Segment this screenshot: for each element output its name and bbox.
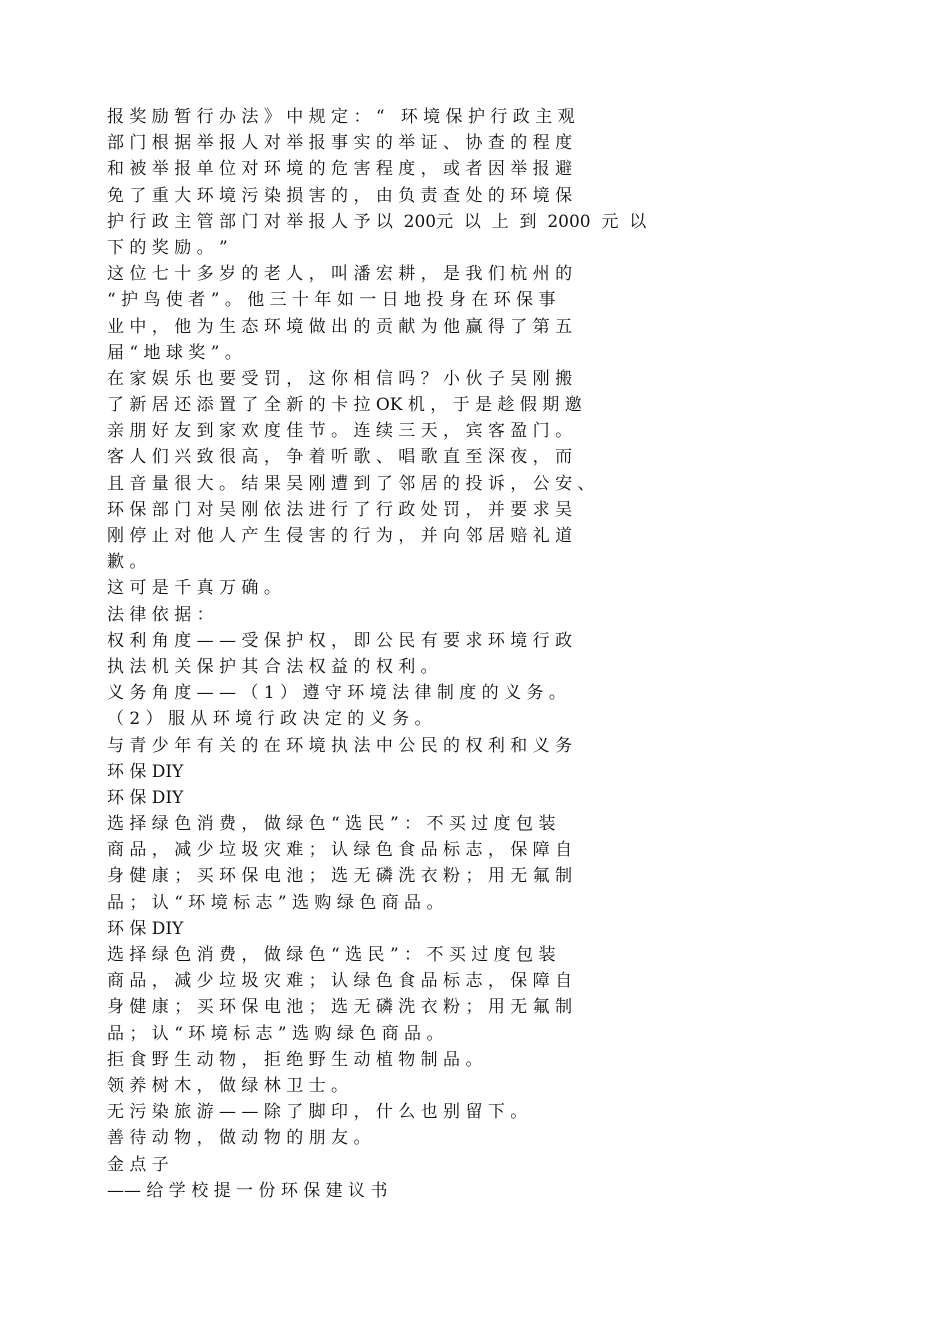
text-line: 选 择 绿 色 消 费 ， 做 绿 色 “ 选 民 ” ： 不 买 过 度 包 装 xyxy=(107,945,556,965)
text-line: 品 ； 认 “ 环 境 标 志 ” 选 购 绿 色 商 品 。 xyxy=(107,1023,444,1044)
text-line: 身 健 康 ； 买 环 保 电 池 ； 选 无 磷 洗 衣 粉 ； 用 无 氟 制 xyxy=(107,997,573,1018)
text-line: 权 利 角 度 — — 受 保 护 权 ， 即 公 民 有 要 求 环 境 行 政 xyxy=(107,630,573,651)
text-line: 免 了 重 大 环 境 污 染 损 害 的 ， 由 负 责 查 处 的 环 境 保 xyxy=(107,185,573,206)
text-line: （ 2 ） 服 从 环 境 行 政 决 定 的 义 务 。 xyxy=(107,709,432,730)
text-line: 环 保 DIY xyxy=(107,787,184,808)
text-line: 客 人 们 兴 致 很 高 ， 争 着 听 歌 、 唱 歌 直 至 深 夜 ， 而 xyxy=(107,447,573,468)
text-line: 下 的 奖 励 。 ” xyxy=(107,237,228,258)
text-line: 和 被 举 报 单 位 对 环 境 的 危 害 程 度 ， 或 者 因 举 报 避 xyxy=(107,159,573,180)
text-line: 环 保 DIY xyxy=(107,761,184,782)
text-line: 环 保 部 门 对 吴 刚 依 法 进 行 了 行 政 处 罚 ， 并 要 求 吴 xyxy=(107,499,573,520)
text-line: 亲 朋 好 友 到 家 欢 度 佳 节 。 连 续 三 天 ， 宾 客 盈 门 。 xyxy=(107,421,573,442)
text-line: 刚 停 止 对 他 人 产 生 侵 害 的 行 为 ， 并 向 邻 居 赔 礼 道 xyxy=(107,526,573,546)
text-line: “ 护 鸟 使 者 ” 。 他 三 十 年 如 一 日 地 投 身 在 环 保 事 xyxy=(107,290,556,311)
text-line: 义 务 角 度 — — （ 1 ） 遵 守 环 境 法 律 制 度 的 义 务 。 xyxy=(107,683,566,704)
text-line: 报 奖 励 暂 行 办 法 》 中 规 定 ： “ 环 境 保 护 行 政 主 观 xyxy=(107,107,575,127)
text-line: 领 养 树 木 ， 做 绿 林 卫 士 。 xyxy=(107,1075,349,1096)
text-line: 业 中 ， 他 为 生 态 环 境 做 出 的 贡 献 为 他 赢 得 了 第 五 xyxy=(107,316,573,337)
text-line: 且 音 量 很 大 。 结 果 吴 刚 遭 到 了 邻 居 的 投 诉 ， 公 安 、 xyxy=(107,473,595,494)
text-line: 环 保 DIY xyxy=(107,918,184,939)
text-line: 这 可 是 千 真 万 确 。 xyxy=(107,578,281,599)
text-line: —— 给 学 校 提 一 份 环 保 建 议 书 xyxy=(107,1180,388,1201)
text-line: 法 律 依 据 ： xyxy=(107,604,214,625)
text-line: 歉 。 xyxy=(107,552,147,573)
document-body xyxy=(107,104,842,1204)
text-line: 护 行 政 主 管 部 门 对 举 报 人 予 以 200元 以 上 到 2000 元 以 xyxy=(107,211,647,232)
text-line: 善 待 动 物 ， 做 动 物 的 朋 友 。 xyxy=(107,1128,371,1149)
text-line: 届 “ 地 球 奖 ” 。 xyxy=(107,342,242,363)
text-line: 部 门 根 据 举 报 人 对 举 报 事 实 的 举 证 、 协 查 的 程 度 xyxy=(107,133,573,154)
text-line: 金 点 子 xyxy=(107,1154,169,1175)
text-line: 拒 食 野 生 动 物 ， 拒 绝 野 生 动 植 物 制 品 。 xyxy=(107,1049,483,1070)
text-line: 了 新 居 还 添 置 了 全 新 的 卡 拉 OK 机 ， 于 是 趁 假 期 邀 xyxy=(107,395,582,416)
text-line: 商 品 ， 减 少 垃 圾 灾 难 ； 认 绿 色 食 品 标 志 ， 保 障 自 xyxy=(107,971,573,992)
text-line: 无 污 染 旅 游 — — 除 了 脚 印 ， 什 么 也 别 留 下 。 xyxy=(107,1102,528,1123)
text-line: 选 择 绿 色 消 费 ， 做 绿 色 “ 选 民 ” ： 不 买 过 度 包 装 xyxy=(107,814,556,835)
text-line: 在 家 娱 乐 也 要 受 罚 ， 这 你 相 信 吗 ？ 小 伙 子 吴 刚 搬 xyxy=(107,368,573,389)
text-line: 这 位 七 十 多 岁 的 老 人 ， 叫 潘 宏 耕 ， 是 我 们 杭 州 的 xyxy=(107,264,573,285)
text-line: 执 法 机 关 保 护 其 合 法 权 益 的 权 利 。 xyxy=(107,656,438,677)
text-line: 品 ； 认 “ 环 境 标 志 ” 选 购 绿 色 商 品 。 xyxy=(107,892,444,913)
text-line: 商 品 ， 减 少 垃 圾 灾 难 ； 认 绿 色 食 品 标 志 ， 保 障 自 xyxy=(107,840,573,861)
text-line: 身 健 康 ； 买 环 保 电 池 ； 选 无 磷 洗 衣 粉 ； 用 无 氟 制 xyxy=(107,866,573,887)
text-line: 与 青 少 年 有 关 的 在 环 境 执 法 中 公 民 的 权 利 和 义 务 xyxy=(107,735,573,756)
